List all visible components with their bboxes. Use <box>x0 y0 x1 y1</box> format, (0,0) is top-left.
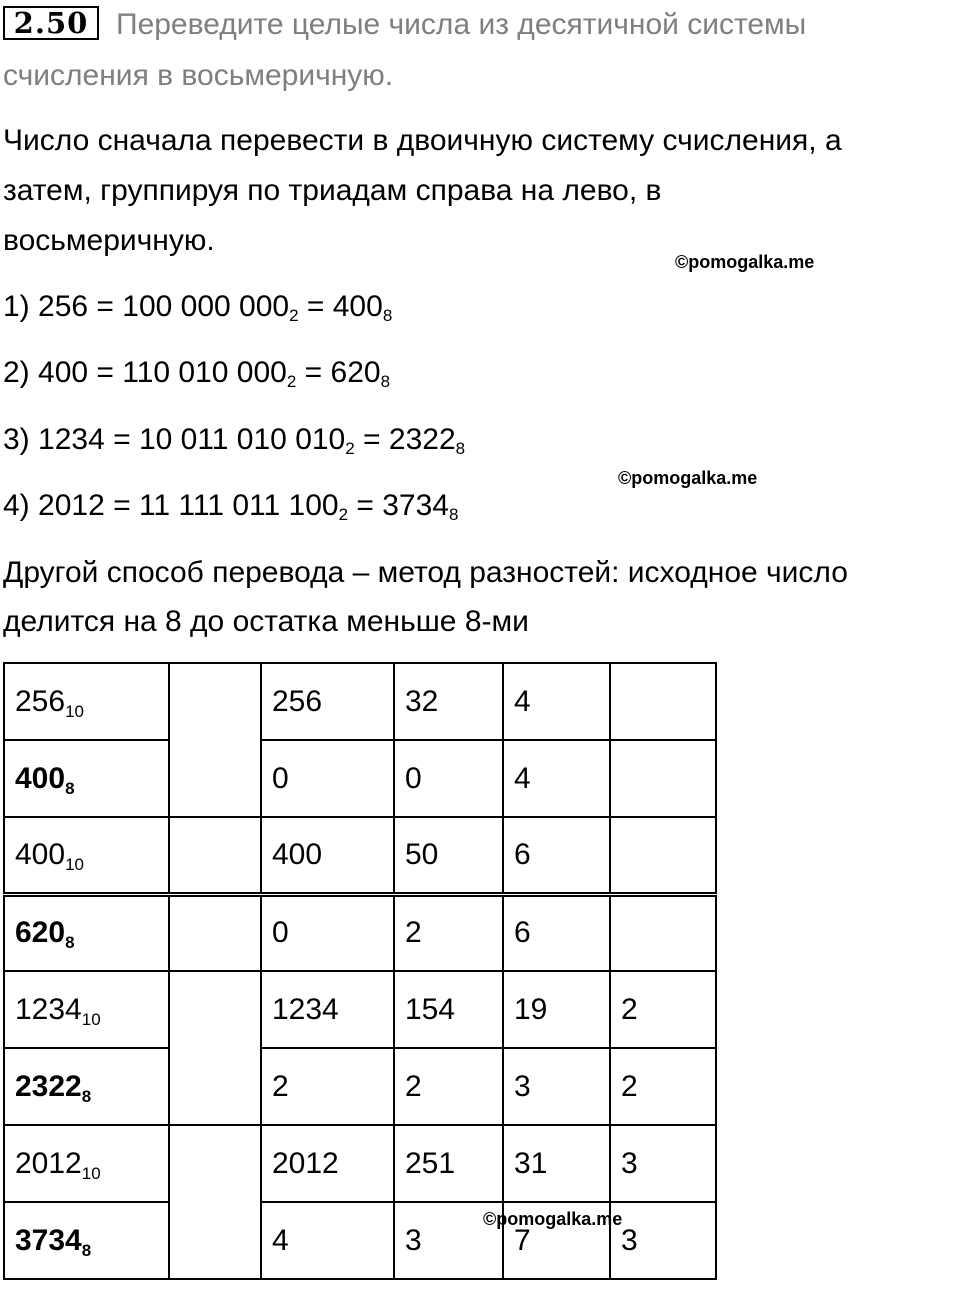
spacer-cell <box>169 663 261 817</box>
table-cell: 2 <box>394 894 503 971</box>
table-row <box>4 817 716 894</box>
spacer-cell <box>169 894 261 971</box>
conversion-line-3: 3) 1234 = 10 011 010 $010_2 = 2322_8$ <box>3 423 466 458</box>
table-cell: 154 <box>394 971 503 1048</box>
table-cell: 4 <box>503 740 610 817</box>
table-cell: 6 <box>503 817 610 894</box>
method-line-2: делится на 8 до остатка меньше 8-ми <box>3 605 529 638</box>
task-number: 2.50 <box>3 6 99 40</box>
table-row <box>4 740 716 817</box>
table-row <box>4 1125 716 1202</box>
table-cell <box>610 663 716 740</box>
table-cell: 3 <box>610 1202 716 1279</box>
number-label-cell: $400_8$ <box>4 740 169 817</box>
conversion-line-4: 4) 2012 = 11 111 011 $100_2 = 3734_8$ <box>3 489 459 524</box>
table-cell: 3 <box>610 1125 716 1202</box>
table-cell <box>610 740 716 817</box>
table-row <box>4 1048 716 1125</box>
watermark: ©pomogalka.me <box>618 468 758 488</box>
spacer-cell <box>169 817 261 894</box>
intro-line-1: Число сначала перевести в двоичную систему счисления, а <box>3 124 842 157</box>
table-cell: 6 <box>503 894 610 971</box>
task-text-line-1: Переведите целые числа из десятичной системы <box>116 8 807 41</box>
table-cell: 0 <box>261 894 394 971</box>
conversion-line-2: 2) 400 = 110 010 $000_2 = 620_8$ <box>3 356 391 391</box>
table-cell: 2 <box>610 971 716 1048</box>
table-cell <box>610 894 716 971</box>
task-text-line-2: счисления в восьмеричную. <box>3 59 394 92</box>
spacer-cell <box>169 971 261 1125</box>
table-cell: 2 <box>610 1048 716 1125</box>
table-cell: 7 <box>503 1202 610 1279</box>
watermark: ©pomogalka.me <box>675 252 815 272</box>
table-cell: 400 <box>261 817 394 894</box>
table-cell: 4 <box>261 1202 394 1279</box>
number-label-cell: $256_{10}$ <box>4 663 169 740</box>
table-cell: 31 <box>503 1125 610 1202</box>
table-cell: 50 <box>394 817 503 894</box>
number-label-cell: $2322_8$ <box>4 1048 169 1125</box>
table-cell: 1234 <box>261 971 394 1048</box>
table-cell: 2 <box>261 1048 394 1125</box>
intro-line-2: затем, группируя по триадам справа на лево, в <box>3 174 662 207</box>
table-cell: 0 <box>394 740 503 817</box>
table-cell: 3 <box>503 1048 610 1125</box>
table-row <box>4 894 716 971</box>
difference-method-table <box>3 662 717 1280</box>
number-label-cell: $2012_{10}$ <box>4 1125 169 1202</box>
table-cell: 251 <box>394 1125 503 1202</box>
table-cell: 2 <box>394 1048 503 1125</box>
table-cell: 4 <box>503 663 610 740</box>
method-line-1: Другой способ перевода – метод разностей: исходное число <box>3 556 848 589</box>
table-row <box>4 971 716 1048</box>
number-label-cell: $400_{10}$ <box>4 817 169 894</box>
table-cell: 256 <box>261 663 394 740</box>
watermark: ©pomogalka.me <box>483 1209 623 1229</box>
table-cell: 0 <box>261 740 394 817</box>
conversion-line-1: 1) 256 = 100 000 $000_2 = 400_8$ <box>3 290 393 325</box>
table-cell: 32 <box>394 663 503 740</box>
table-cell: 19 <box>503 971 610 1048</box>
table-cell: 2012 <box>261 1125 394 1202</box>
spacer-cell <box>169 1125 261 1279</box>
number-label-cell: $1234_{10}$ <box>4 971 169 1048</box>
table-cell <box>610 817 716 894</box>
table-row <box>4 663 716 740</box>
intro-line-3: восьмеричную. <box>3 224 215 257</box>
number-label-cell: $620_8$ <box>4 894 169 971</box>
number-label-cell: $3734_8$ <box>4 1202 169 1279</box>
table-cell: 3 <box>394 1202 503 1279</box>
